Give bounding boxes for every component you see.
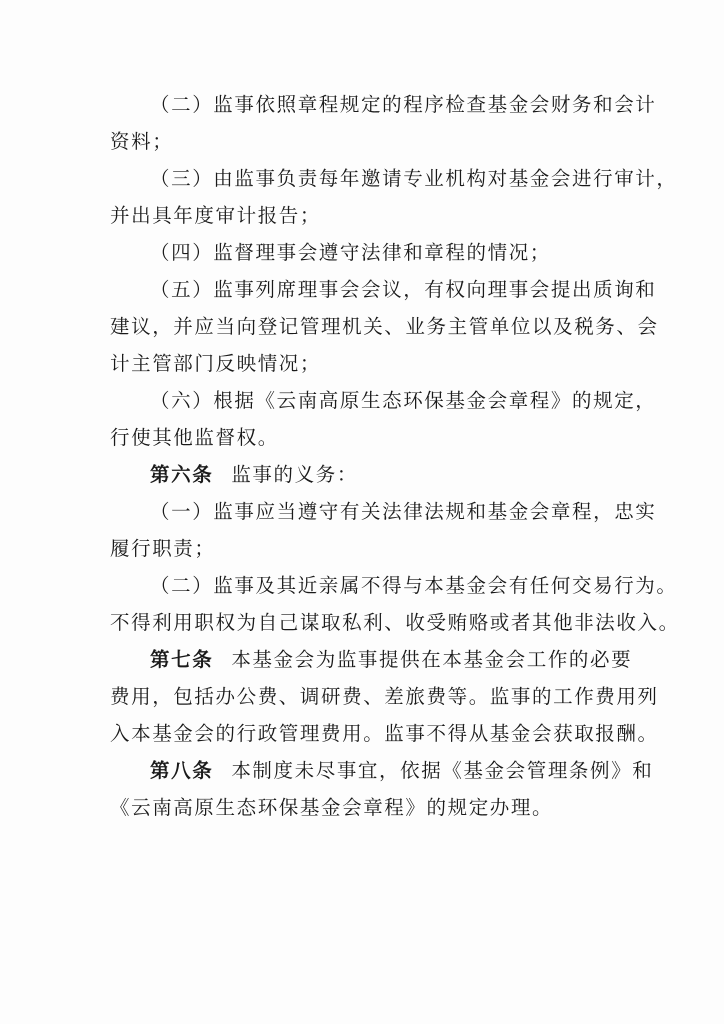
text-line: （三）由监事负责每年邀请专业机构对基金会进行审计， — [150, 167, 678, 190]
clause-paragraph — [110, 382, 657, 456]
article-label: 第八条 — [150, 759, 214, 782]
clause-paragraph — [110, 234, 620, 271]
article-text: 监事的义务： — [231, 463, 358, 486]
text-line: 并出具年度审计报告； — [110, 204, 322, 227]
article-paragraph — [110, 641, 659, 752]
text-line: （五）监事列席理事会会议，有权向理事会提出质询和 — [150, 278, 657, 301]
document-body — [110, 86, 680, 826]
text-line: 资料； — [110, 130, 174, 153]
article-label: 第六条 — [150, 463, 214, 486]
article-text: 本基金会为监事提供在本基金会工作的必要 — [231, 648, 633, 671]
text-line: （一）监事应当遵守有关法律法规和基金会章程，忠实 — [150, 500, 657, 523]
text-line: 入本基金会的行政管理费用。监事不得从基金会获取报酬。 — [110, 722, 659, 745]
article-paragraph — [110, 752, 654, 826]
clause-paragraph — [110, 86, 657, 160]
text-line: （二）监事依照章程规定的程序检查基金会财务和会计 — [150, 93, 657, 116]
text-line — [110, 456, 620, 493]
text-line: 建议，并应当向登记管理机关、业务主管单位以及税务、会 — [110, 315, 659, 338]
text-line: 不得利用职权为自己谋取私利、收受贿赂或者其他非法收入。 — [110, 611, 680, 634]
clause-paragraph — [110, 493, 657, 567]
article-label: 第七条 — [150, 648, 214, 671]
text-line — [110, 641, 633, 678]
article-paragraph — [110, 456, 620, 493]
text-line: （六）根据《云南高原生态环保基金会章程》的规定， — [150, 389, 657, 412]
text-line: （二）监事及其近亲属不得与本基金会有任何交易行为。 — [150, 574, 678, 597]
clause-paragraph — [110, 567, 680, 641]
text-line: 行使其他监督权。 — [110, 426, 279, 449]
article-text: 本制度未尽事宜，依据《基金会管理条例》和 — [231, 759, 654, 782]
text-line: 履行职责； — [110, 537, 216, 560]
clause-paragraph — [110, 271, 659, 382]
clause-paragraph — [110, 160, 678, 234]
text-line: 《云南高原生态环保基金会章程》的规定办理。 — [110, 796, 554, 819]
text-line: （四）监督理事会遵守法律和章程的情况； — [150, 241, 551, 264]
text-line: 计主管部门反映情况； — [110, 352, 322, 375]
text-line: 费用，包括办公费、调研费、差旅费等。监事的工作费用列 — [110, 685, 659, 708]
text-line — [110, 752, 654, 789]
